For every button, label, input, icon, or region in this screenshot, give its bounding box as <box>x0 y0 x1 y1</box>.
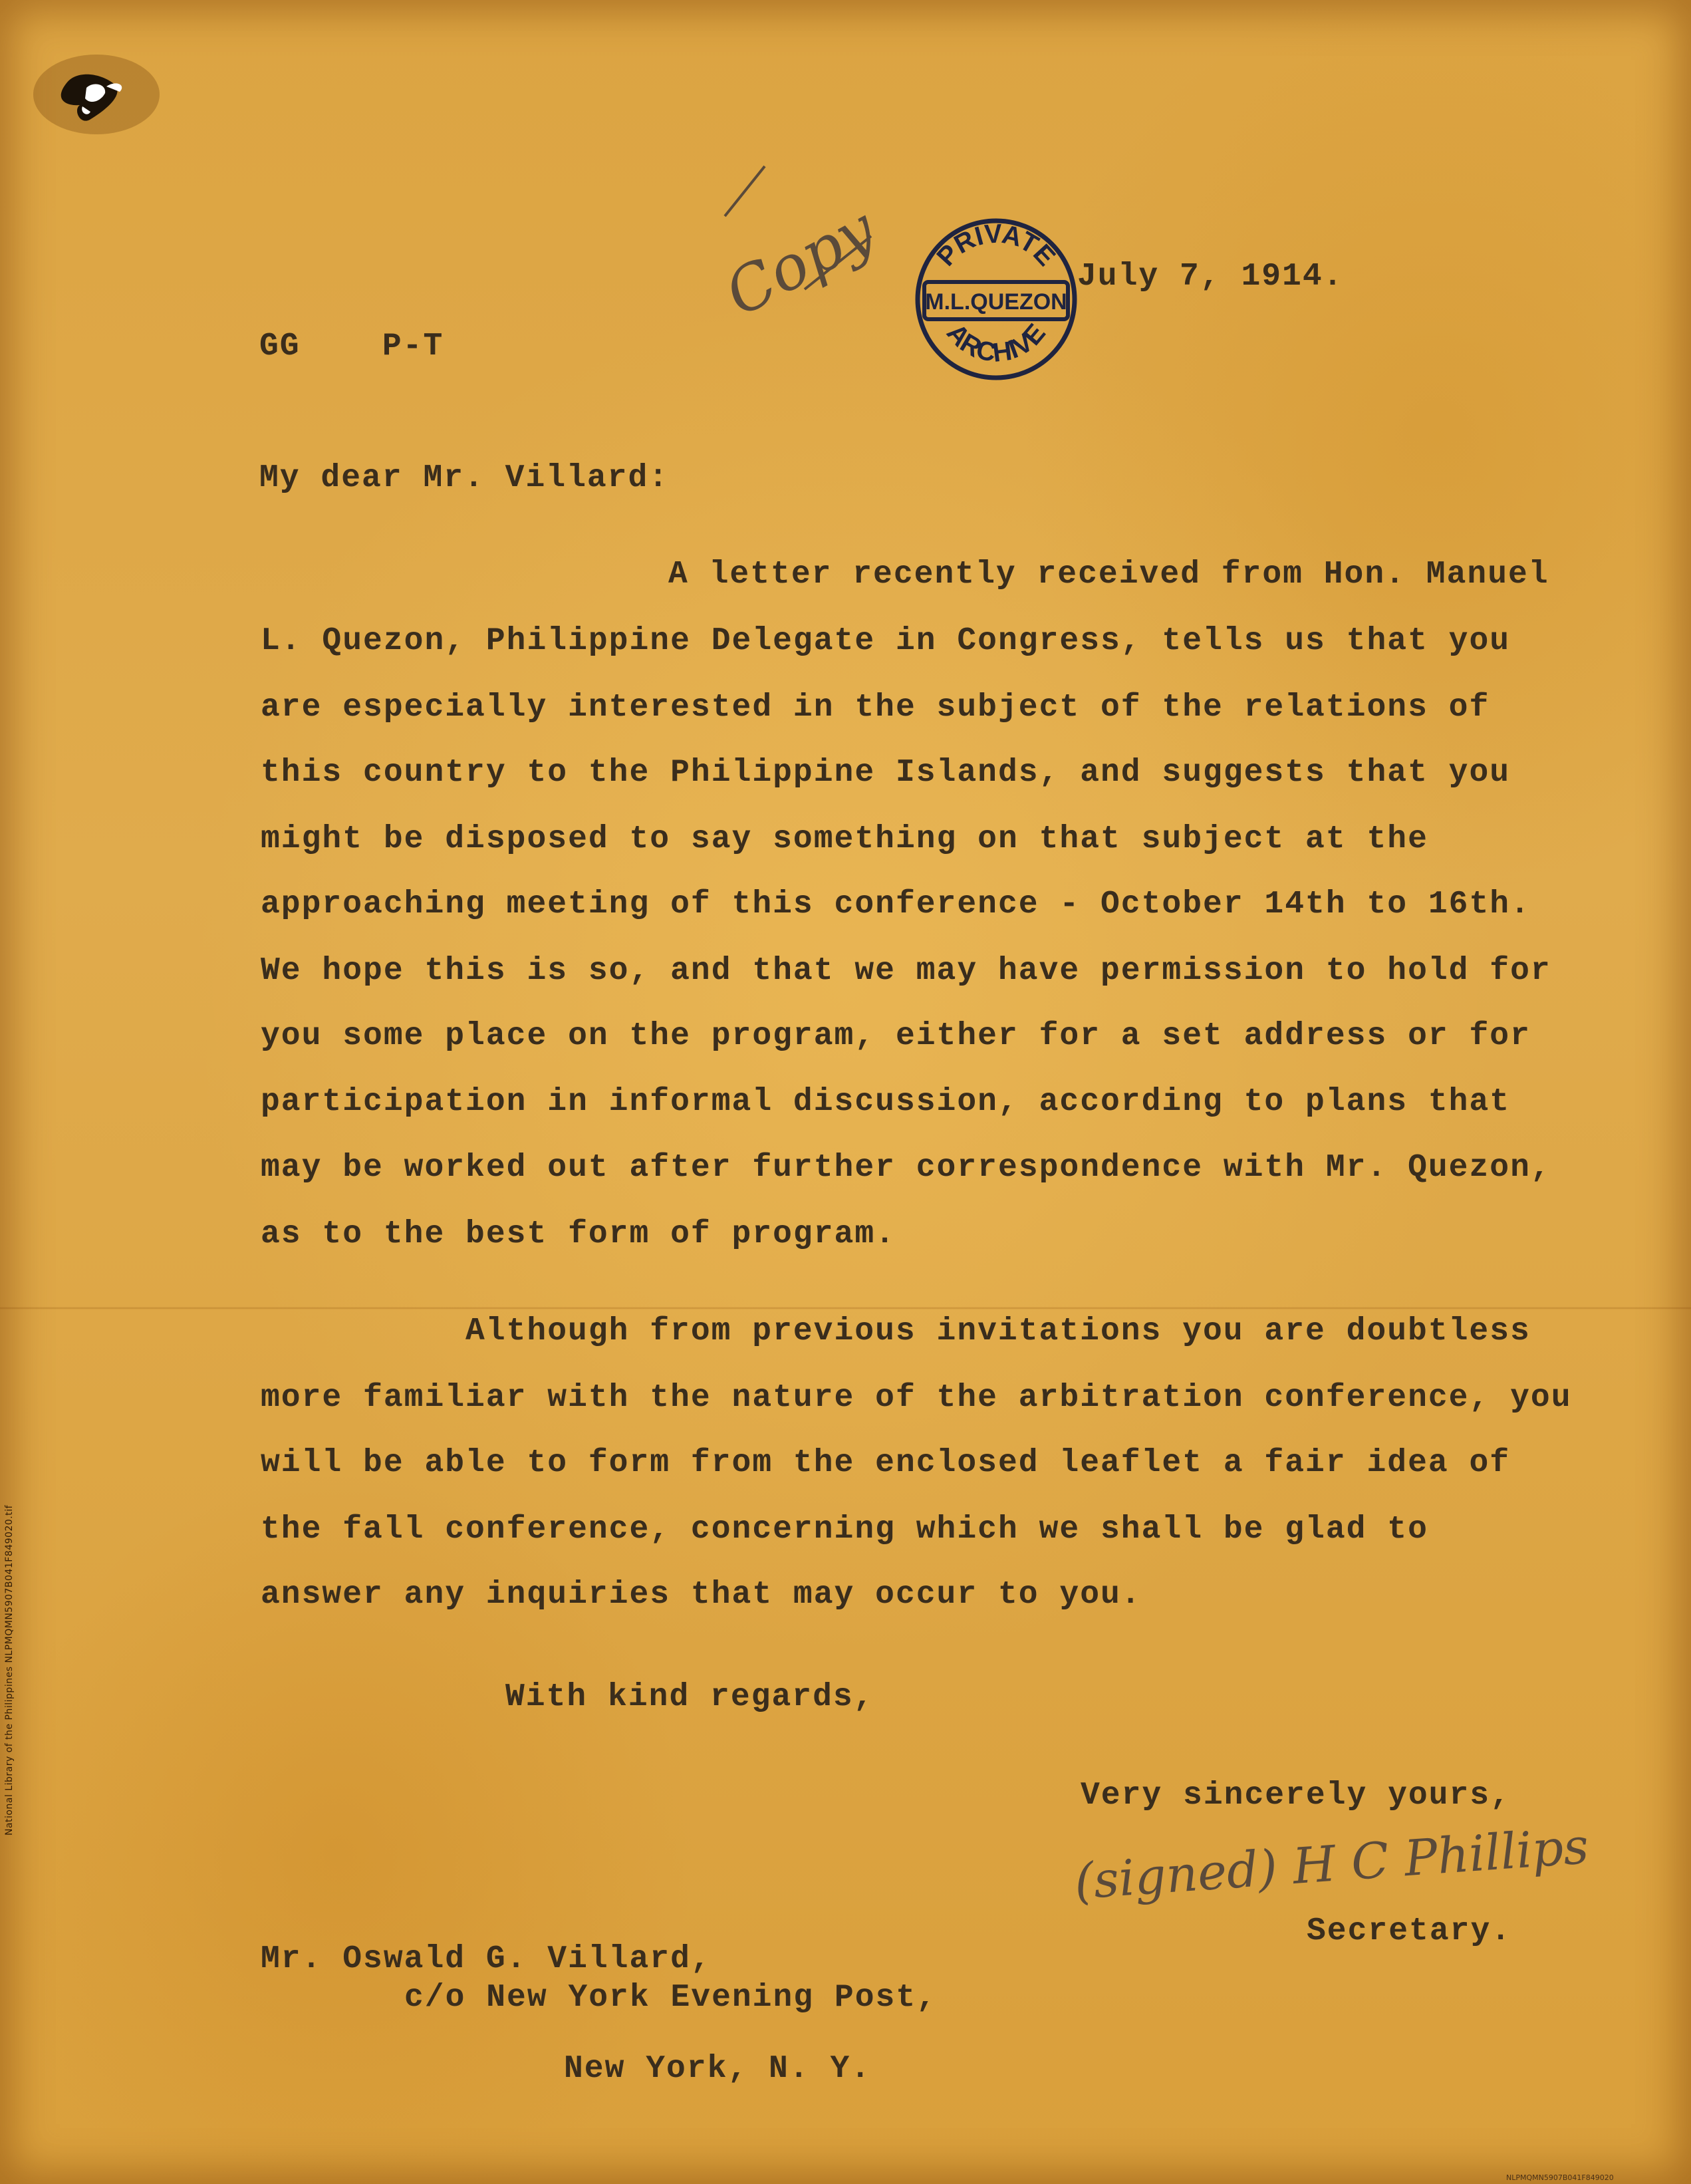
paragraph-1-line: approaching meeting of this conference - October 14th to 16th. <box>261 887 1531 922</box>
paragraph-1-line: participation in informal discussion, according to plans that <box>261 1084 1511 1120</box>
paragraph-1-line: A letter recently received from Hon. Manuel <box>668 557 1549 593</box>
paragraph-2-line: more familiar with the nature of the arbitration conference, you <box>261 1380 1572 1416</box>
copy-handwritten-mark: Copy <box>714 193 886 331</box>
burn-hole-icon <box>27 47 166 140</box>
paragraph-1-line: are especially interested in the subject of the relations of <box>261 690 1490 726</box>
salutation: My dear Mr. Villard: <box>259 460 670 496</box>
archive-sidebar-label: National Library of the Philippines NLPMQMN5907B041F849020.tif <box>4 1504 15 1836</box>
paragraph-1-line: L. Quezon, Philippine Delegate in Congress, tells us that you <box>261 623 1511 659</box>
stamp-middle-text: M.L.QUEZON <box>925 289 1067 315</box>
paragraph-1-line: might be disposed to say something on that subject at the <box>261 821 1428 857</box>
private-archive-stamp-icon <box>910 213 1083 386</box>
handwritten-signature: (signed) H C Phillips <box>1072 1818 1591 1911</box>
regards-line: With kind regards, <box>505 1679 874 1715</box>
address-line-name: Mr. Oswald G. Villard, <box>261 1941 712 1977</box>
archive-file-id: NLPMQMN5907B041F849020 <box>1506 2173 1614 2182</box>
copy-mark-stroke <box>705 156 878 296</box>
paragraph-1-line: may be worked out after further correspondence with Mr. Quezon, <box>261 1150 1551 1186</box>
paragraph-2-line: the fall conference, concerning which we shall be glad to <box>261 1512 1428 1548</box>
reference-code: GG P-T <box>259 329 444 364</box>
paragraph-2-line: Although from previous invitations you are doubtless <box>465 1313 1531 1349</box>
paragraph-1-line: this country to the Philippine Islands, and suggests that you <box>261 755 1511 791</box>
address-line-care-of: c/o New York Evening Post, <box>404 1980 937 2016</box>
closing-line: Very sincerely yours, <box>1081 1778 1511 1814</box>
stamp-top-text: PRIVATE <box>931 219 1061 272</box>
paragraph-1-line: as to the best form of program. <box>261 1216 896 1252</box>
paragraph-1-line: you some place on the program, either for a set address or for <box>261 1018 1531 1054</box>
paragraph-2-line: answer any inquiries that may occur to you. <box>261 1577 1142 1613</box>
paper-fold-line <box>0 1307 1691 1309</box>
signer-title: Secretary. <box>1307 1913 1512 1949</box>
address-line-city: New York, N. Y. <box>564 2051 872 2087</box>
letter-date: July 7, 1914. <box>1077 259 1344 295</box>
paragraph-1-line: We hope this is so, and that we may have permission to hold for <box>261 953 1551 989</box>
stamp-bottom-text: ARCHIVE <box>941 318 1051 368</box>
paragraph-2-line: will be able to form from the enclosed leaflet a fair idea of <box>261 1445 1511 1481</box>
